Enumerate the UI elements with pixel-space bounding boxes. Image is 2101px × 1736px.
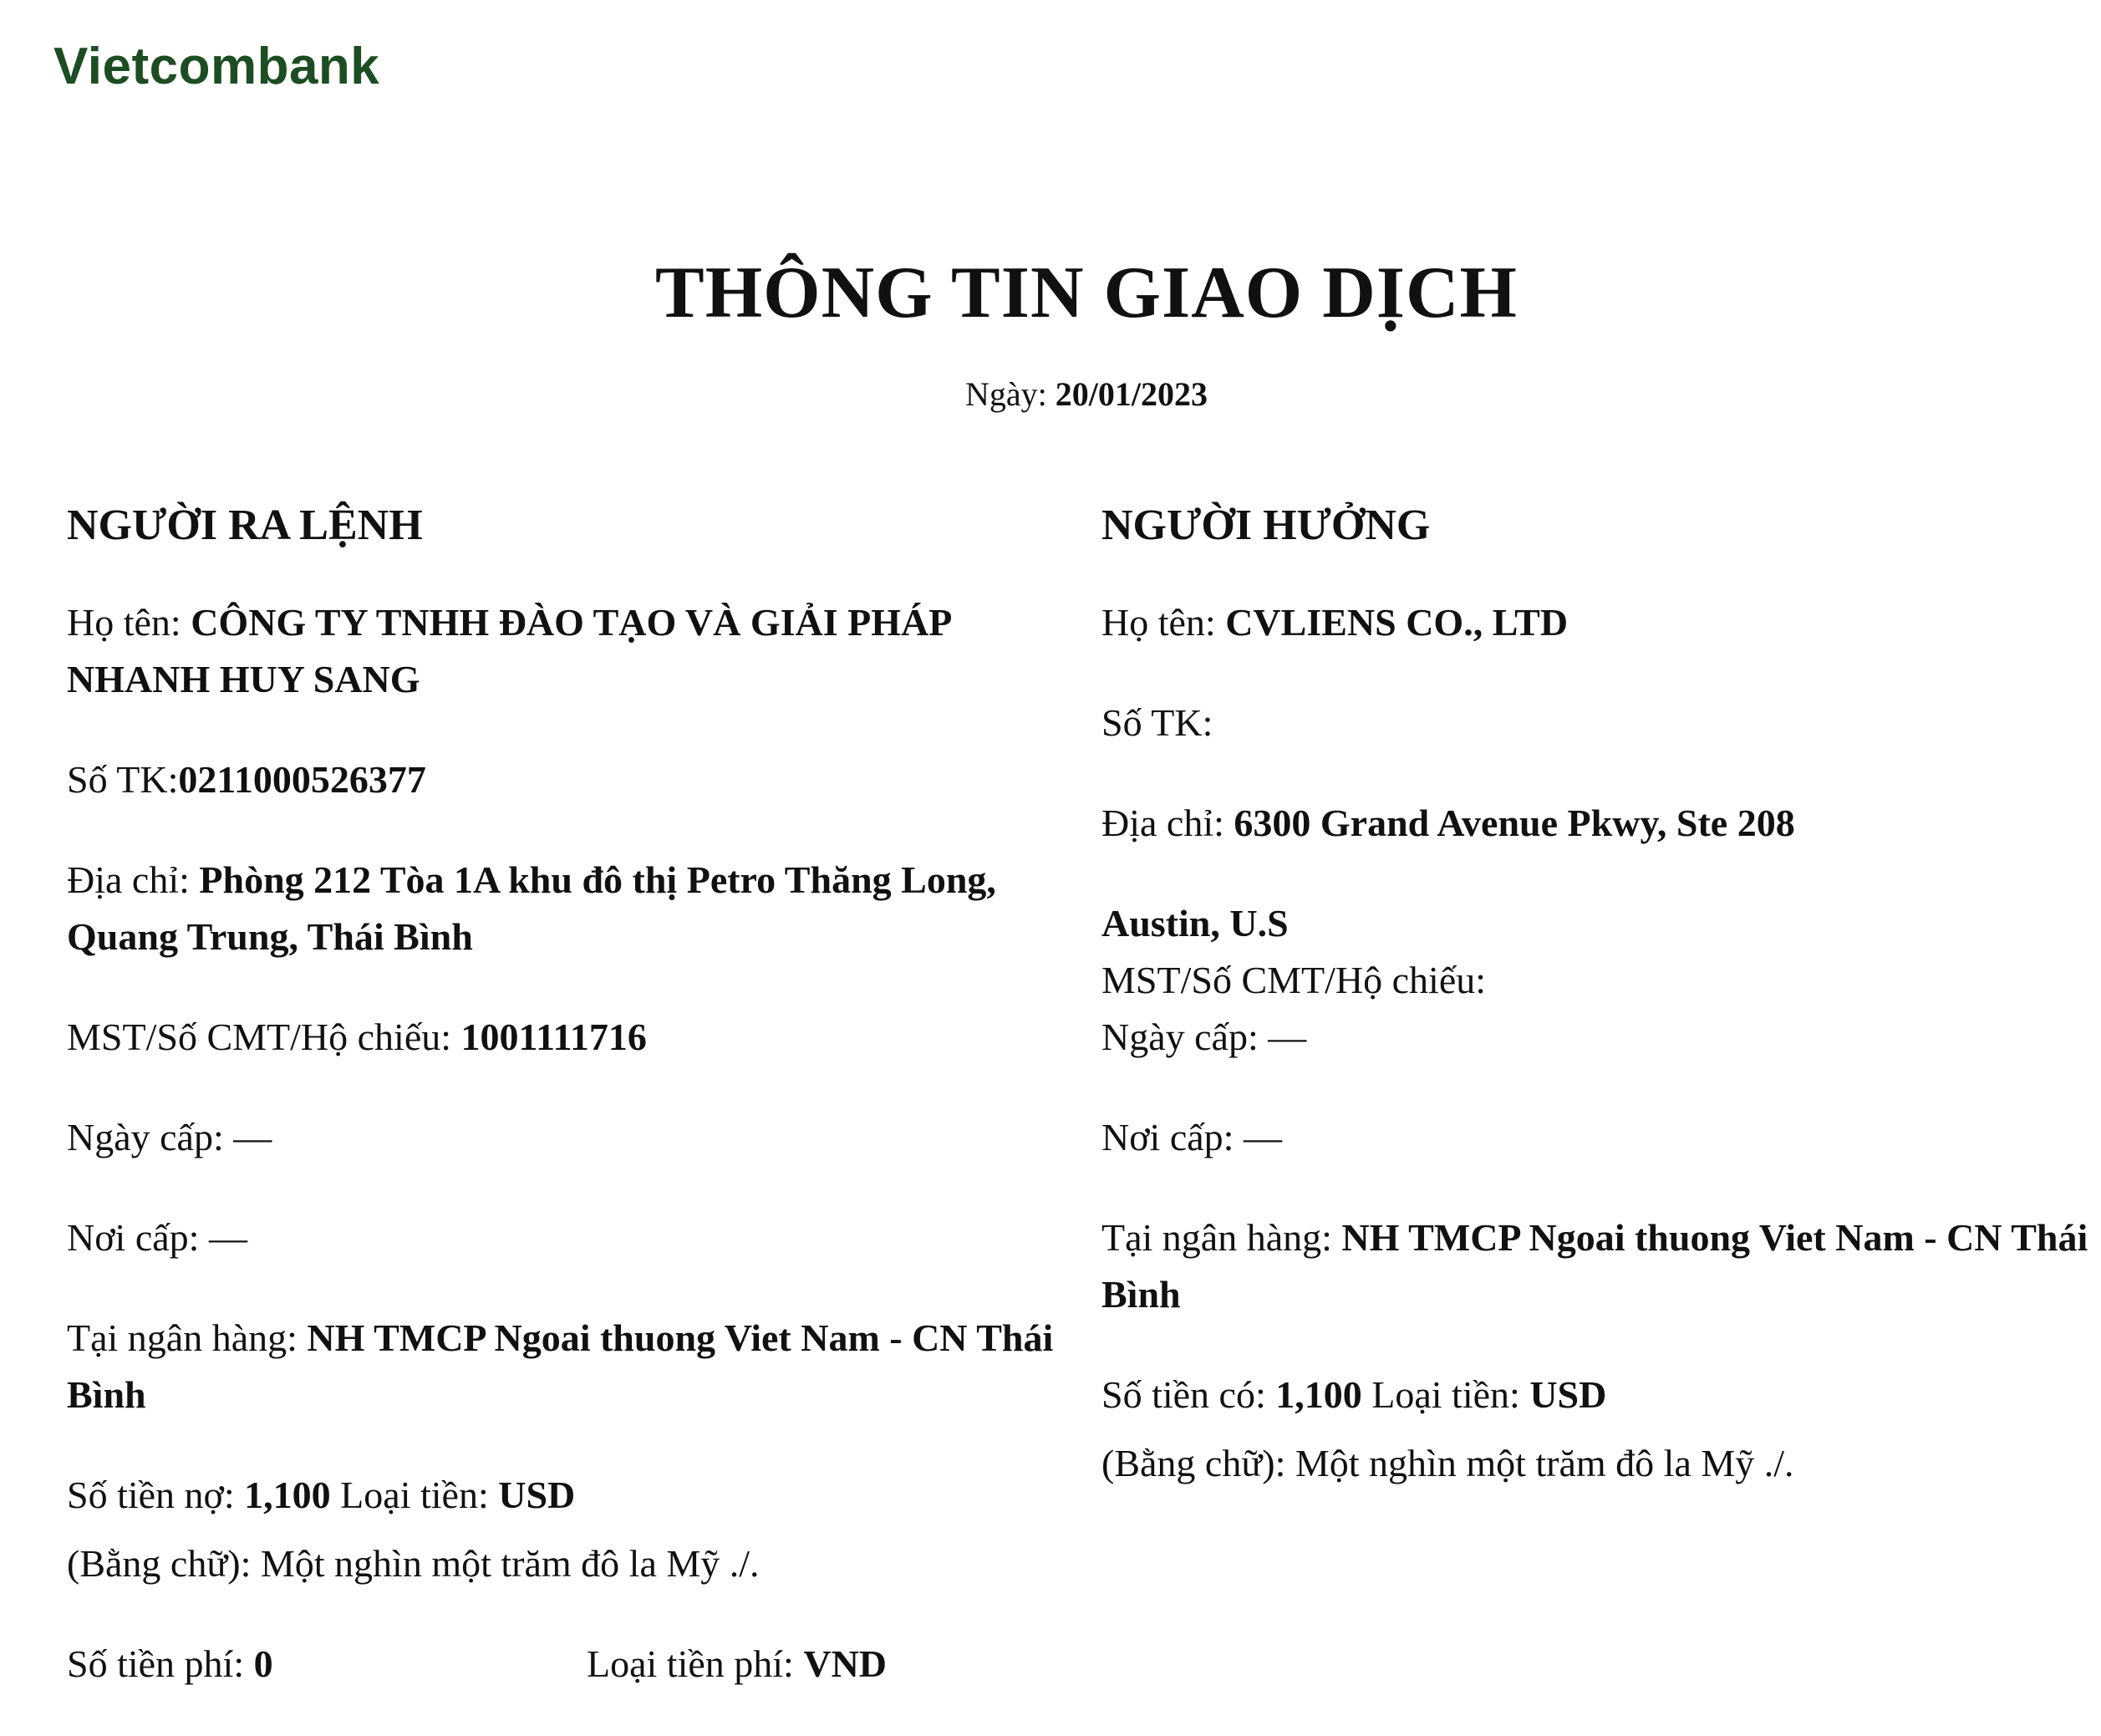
sender-address [67,852,1070,965]
date-label: Ngày: [965,375,1056,413]
sender-address-value: Phòng 212 Tòa 1A khu đô thị Petro Thăng Long, Quang Trung, Thái Bình [67,858,996,958]
bank-logo: Vietcombank [53,38,380,95]
sender-currency-value: USD [498,1474,576,1516]
receiver-account: Số TK: [1101,701,1213,744]
sender-amount-value: 1,100 [244,1474,331,1516]
receiver-amount-label: Số tiền có: [1101,1373,1276,1416]
sender-fee-label: Số tiền phí: [67,1642,254,1685]
receiver-amount-value: 1,100 [1275,1373,1362,1416]
date-value: 20/01/2023 [1055,375,1208,413]
receiver-name-label: Họ tên: [1101,601,1226,644]
sender-account-value: 0211000526377 [178,758,426,801]
document-title: THÔNG TIN GIAO DỊCH [655,252,1518,333]
sender-heading: NGƯỜI RA LỆNH [67,501,423,549]
receiver-address-label: Địa chỉ: [1101,802,1234,844]
receiver-address-line2: Austin, U.S [1101,902,1289,944]
sender-bank [67,1310,1070,1423]
sender-amount-label: Số tiền nợ: [67,1474,245,1516]
receiver-amount-words: (Bằng chữ): Một nghìn một trăm đô la Mỹ ./. [1101,1442,1794,1484]
receiver-currency-label: Loại tiền: [1361,1373,1530,1416]
receiver-heading: NGƯỜI HƯỞNG [1101,501,1431,549]
sender-fee-currency-label: Loại tiền phí: [587,1642,804,1685]
sender-name-label: Họ tên: [67,601,191,644]
receiver-name-value: CVLIENS CO., LTD [1225,601,1569,644]
receiver-amount [1101,1367,2101,1423]
sender-amount [67,1467,1070,1524]
sender-bank-label: Tại ngân hàng: [67,1316,308,1359]
receiver-address-value: 6300 Grand Avenue Pkwy, Ste 208 [1234,802,1795,844]
sender-section [67,497,1070,1736]
sender-issue-date: Ngày cấp: — [67,1116,272,1158]
sender-name [67,594,1070,708]
receiver-tax-id: MST/Số CMT/Hộ chiếu: [1101,959,1487,1001]
sender-fee-amount [67,1636,587,1693]
sender-fee-currency-value: VND [803,1642,888,1685]
sender-account-label: Số TK: [67,758,179,801]
sender-tax-value: 1001111716 [460,1016,647,1058]
receiver-address [1101,795,2101,852]
sender-name-value: CÔNG TY TNHH ĐÀO TẠO VÀ GIẢI PHÁP NHANH HUY SANG [67,601,950,700]
receiver-bank-value: NH TMCP Ngoai thuong Viet Nam - CN Thái Bình [1101,1216,2088,1316]
sender-bank-value: NH TMCP Ngoai thuong Viet Nam - CN Thái Bình [67,1316,1054,1416]
sender-issue-place: Nơi cấp: — [67,1216,247,1259]
sender-tax-id [67,1009,1070,1066]
sender-fee-currency [587,1636,887,1693]
sender-currency-label: Loại tiền: [330,1474,499,1516]
receiver-issue-date: Ngày cấp: — [1101,1016,1307,1058]
sender-fee-value: 0 [253,1642,273,1685]
receiver-bank [1101,1209,2101,1323]
sender-tax-label: MST/Số CMT/Hộ chiếu: [67,1016,461,1058]
sender-account [67,751,1070,808]
receiver-bank-label: Tại ngân hàng: [1101,1216,1342,1259]
receiver-issue-place: Nơi cấp: — [1101,1116,1282,1158]
sender-fee [67,1636,1070,1693]
receiver-currency-value: USD [1529,1373,1607,1416]
sender-amount-words: (Bằng chữ): Một nghìn một trăm đô la Mỹ ./. [67,1542,760,1585]
receiver-name [1101,594,2101,651]
document-date [0,374,2101,414]
receiver-section [1101,497,2101,1535]
sender-address-label: Địa chỉ: [67,858,200,901]
